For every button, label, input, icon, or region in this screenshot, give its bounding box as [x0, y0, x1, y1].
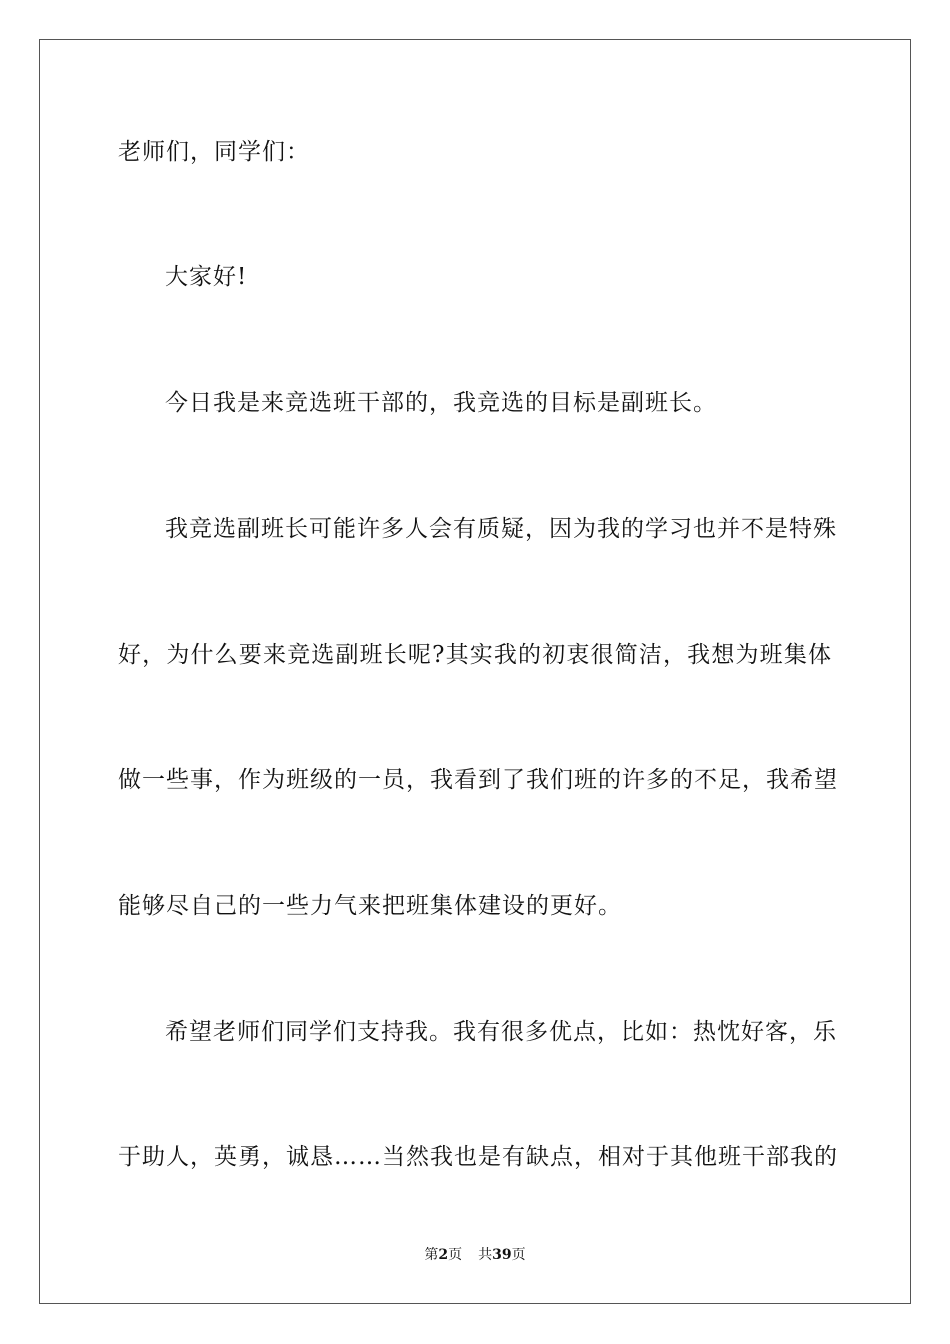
page-number: 2: [438, 1247, 449, 1263]
total-suffix: 页: [511, 1247, 526, 1263]
paragraph-line: 我竞选副班长可能许多人会有质疑，因为我的学习也并不是特殊: [165, 516, 837, 542]
page-suffix: 页: [448, 1247, 463, 1263]
page-frame: [39, 39, 911, 1304]
paragraph-line: 希望老师们同学们支持我。我有很多优点，比如：热忱好客，乐: [165, 1019, 837, 1045]
total-prefix: 共: [478, 1247, 493, 1263]
page-prefix: 第: [424, 1247, 439, 1263]
salutation-line: 老师们，同学们：: [118, 139, 310, 165]
paragraph-line: 好，为什么要来竞选副班长呢?其实我的初衷很简洁，我想为班集体: [118, 642, 832, 668]
total-pages: 39: [492, 1247, 512, 1263]
paragraph-line: 今日我是来竞选班干部的，我竞选的目标是副班长。: [165, 390, 717, 416]
greeting-line: 大家好!: [165, 264, 248, 290]
paragraph-line: 于助人，英勇，诚恳……当然我也是有缺点，相对于其他班干部我的: [118, 1144, 838, 1170]
paragraph-line: 做一些事，作为班级的一员，我看到了我们班的许多的不足，我希望: [118, 767, 838, 793]
page-footer: [0, 1246, 950, 1264]
paragraph-line: 能够尽自己的一些力气来把班集体建设的更好。: [118, 893, 622, 919]
